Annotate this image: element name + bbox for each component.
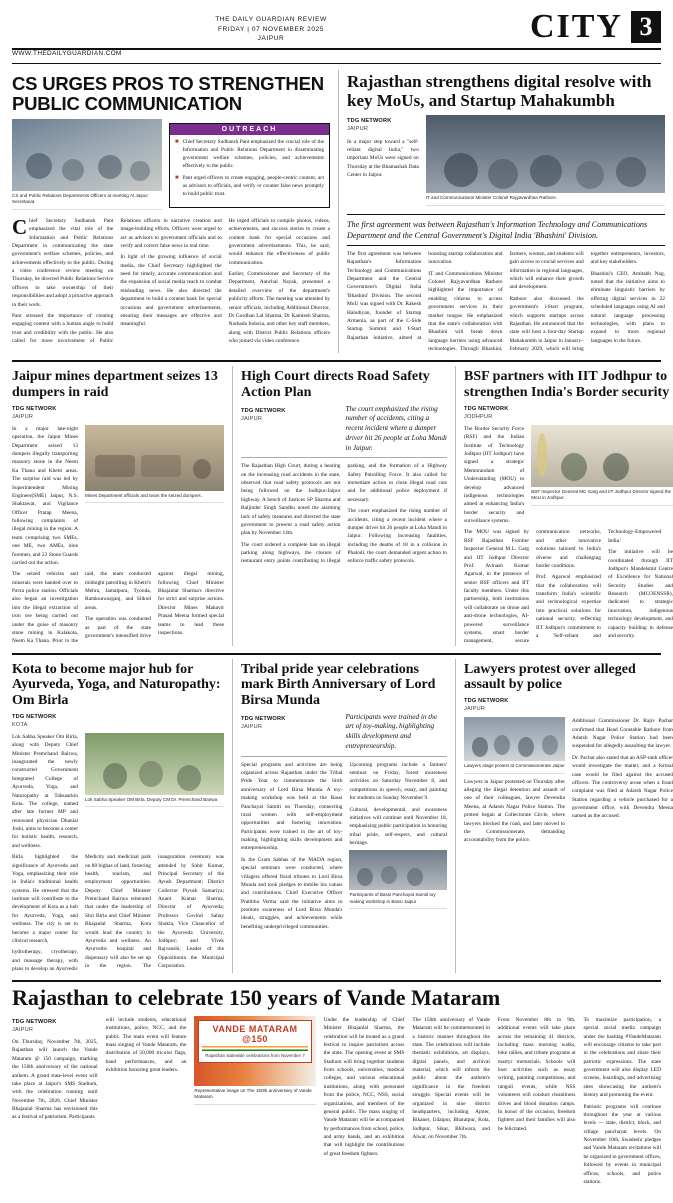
byline-place: JAIPUR: [241, 723, 263, 730]
byline-place: JAIPUR: [464, 706, 486, 713]
byline-network: TDG NETWORK: [347, 118, 392, 125]
tribal-headline: Tribal pride year celebrations mark Birth Anniversary of Lord Birsa Munda: [241, 661, 436, 709]
mines-photo: [85, 425, 224, 491]
tribal-para: Special programs and activities are being organized across Rajasthan under the Tribal Pride Year to commemorate the birth anniversary of Lord Birsa Munda. A toy-making workshop was held at the Bassi Panchayat Samiti on Thursday, connecting rural women with self-employment opportunities and fostering innovation. Participants were trained in the art of toy-making, highlighting skills development and entrepreneurship.: [241, 761, 343, 852]
masthead-date: FRIDAY | 07 NOVEMBER 2025: [217, 25, 324, 33]
outreach-bullet: [175, 139, 324, 171]
ayurveda-headline: Kota to become major hub for Ayurveda, Yoga, and Naturopathy: Om Birla: [12, 661, 221, 709]
page-number: 3: [631, 11, 661, 43]
lead-para: In light of the growing influence of social media, the Chief Secretary highlighted the need for timely, accurate communication and the expansion of social media reach to combat misleading news. He also directed the department to build a content bank for special occasions and government advertisements, ensuring their messages are effective and meaningful.: [120, 254, 222, 328]
ayurveda-para: Lok Sabha Speaker Om Birla, along with Deputy Chief Minister Premchand Bairwa, inaugurated the newly constructed Government Integrated College of Ayurveda, Yoga, and Naturopathy at Tahsaarkin Kota. The college, named after late former MP and renowned physician Dhanlal Joshi, aims to become a center for holistic health, research, and wellness.: [12, 733, 78, 849]
court-para: The Rajasthan High Court, during a hearing on the increasing road accidents in the state, observed that road safety protocols are not being followed on the Jodhpur-Jaipur highway. A bench of Justices SP Sharma and Baljinder Singh Sandhu noted the alarming lack of safety measures and directed the state government to present a road safety action plan by November 14th.: [241, 463, 341, 537]
vande-para: Patriotic programs will continue throughout the year at various levels — state, district, block, and village panchayat levels. On November 10th, Swadeshi pledges and Vande Mataram recitations will be organized in government offices, followed by events in municipal offices, schools, and police stations.: [583, 1103, 661, 1185]
tribal-story: [232, 659, 447, 974]
ayurveda-para: Birla highlighted the significance of Ayurveda and Yoga, emphasizing their role in India's traditional health systems. He stressed that the institute will contribute to the development of Kota as a hub for Ayurveda, Yoga, and wellness. The city is set to become a major center for clinical research,: [12, 854, 78, 944]
byline-network: TDG NETWORK: [241, 715, 286, 722]
lead-body: [12, 214, 330, 346]
tribal-pullquote: Participants were trained in the art of toy-making, highlighting skills development and entrepreneurship.: [345, 712, 438, 750]
court-byline: [241, 407, 339, 423]
vande-banner-sub: Rajasthan statewide celebrations from November 7: [205, 1052, 305, 1058]
masthead-paper-name: THE DAILY GUARDIAN REVIEW: [215, 15, 327, 23]
lead-para: Pant stressed the importance of creating engaging content with a human angle to build trust and credibility with the public. He also called for more involvement of Public Relations officers in narrative creation and image-building efforts. Officers were urged to act as advisors to government officials and to verify and correct false news in real time.: [12, 217, 222, 345]
digital-para: The first agreement was between Rajasthan's Information Technology and Communications Department and the Central Government's Digital India 'Bhashini' Division. The second MoU was signed with Dr. Rakesh Halodiyan, founder of Startup Armenia, as part of the C-Side Startup Summit and I-Start Rajasthan initiative, aimed at boosting startup collaboration and innovation.: [347, 250, 503, 341]
bsf-para: The MOU was signed by BSF Rajasthan Frontier Inspector General M.L. Garg and IIT Jodhpur Director Prof. Avinash Kumar Agarwal, in the presence of senior BSF officers and IIT faculty members. Under this partnership, both institutions will collaborate on drone and anti-drone technologies, AI-powered surveillance systems, smart border management, secure communication networks, and other innovative solutions tailored to India's diverse and challenging border conditions.: [464, 529, 601, 645]
mines-para: The operation was conducted as part of the state government's intensified drive against illegal mining, following Chief Minister Bhajanlal Sharma's directive for strict and surprise actions. Director Mines Mahavir Prasad Meena formed special teams to lead these inspections.: [85, 571, 224, 639]
court-pullquote: The court emphasized the rising number of accidents, citing a recent incident where a dumper driver hit 26 people at Loha Mandi in Jaipur.: [345, 404, 447, 452]
vande-banner-title: VANDE MATARAM @150: [212, 1023, 298, 1044]
digital-photo-caption: IT and Communications Minister Colonel Rajyavardhan Rathore.: [426, 193, 665, 205]
digital-para: IT and Communications Minister Colonel Rajyavardhan Rathore highlighted the importance of enabling citizens to access government services in their mother tongue. He emphasized that the state's collaboration with Bhashini will break down language barriers using advanced technologies. Through Bhashini, farmers, women, and students will gain access to crucial services and information in regional languages, which will enhance their growth and development.: [428, 250, 584, 353]
digital-para: Rathore also discussed the government's i-Start program, which supports startups across Rajasthan. He announced that the state will host a four-day Startup Mahakumbh in Jaipur in January–February 2029, which will bring together entrepreneurs, investors, and key stakeholders.: [509, 250, 665, 353]
website-url[interactable]: WWW.THEDAILYGUARDIAN.COM: [12, 50, 122, 57]
bsf-para: The initiative will be coordinated through IIT Jodhpur's Mandelsmit Centre of Excellence for National Security Studies and Research (MCOENSSR), dedicated to strategic innovation, indigenous technology development, and capacity building in defense and security.: [608, 549, 673, 639]
tribal-para: Cultural, developmental, and awareness initiatives will continue until November 18, emphasizing public participation in honoring tribal pride, self-respect, and cultural heritage.: [349, 806, 447, 846]
vande-mataram-story: [12, 986, 661, 1189]
lawyers-para: Dr. Pachar also stated that an ASP-rank officer would investigate the matter, and a formal case would be filed against the accused officers. The controversy arose when a fraud complaint was filed at Adarsh Nagar Police Station regarding a vehicle purchased for a government office, with Devendra Meena named as the accused.: [572, 754, 673, 820]
digital-body: [347, 250, 665, 354]
vande-para: Under the leadership of Chief Minister Bhajanlal Sharma, the celebration will be treated as a grand festival to inspire patriotism across the state. The opening event at SMS Stadium will bring together students from schools, universities, medical colleges, and various educational institutions, along with personnel from the police, NCC, NSS, social organizations, and members of the general public. The mass singing of Vande Mataram will be accompanied by performances from school, police, and army bands, and an exhibition that will highlight the contributions of great freedom fighters.: [323, 1016, 405, 1157]
court-para: The court emphasized the rising number of accidents, citing a recent incident where a dumper driver hit 26 people at Loha Mandi in Jaipur. Following increasing fatalities, including the deaths of 18 in a collision in Phalodi, the court demanded urgent action to enforce traffic safety protocols.: [347, 508, 447, 565]
ayurveda-byline: [12, 713, 224, 729]
bsf-story: [455, 366, 673, 645]
vande-headline: Rajasthan to celebrate 150 years of Vande Mataram: [12, 985, 501, 1011]
byline-network: TDG NETWORK: [241, 407, 286, 414]
bsf-para: Prof. Agarwal emphasized that the collaboration will transform India's scientific and technological expertise into practical solutions for national security, reflecting IIT Jodhpur's commitment to a 'Self-reliant and Technology-Empowered India.': [536, 529, 662, 639]
tribal-para: In the Gram Sabhas of the MADA region, special seminars were conducted, where villagers offered floral tributes to Lord Birsa Munda and took pledges to imbibe his values and contributions. Chief Executive Officer Pratibha Verma said the initiative aims to promote awareness of Lord Birsa Munda's ideals, struggles, and achievements while benefiting underprivileged communities.: [241, 856, 343, 930]
digital-byline: [347, 117, 419, 133]
second-block: [12, 366, 673, 645]
ayurveda-story: [12, 659, 224, 974]
court-story: [232, 366, 447, 645]
lawyers-photo-caption: Lawyers stage protest at Commissionerate Jaipur: [464, 761, 565, 773]
section-divider: [12, 653, 661, 655]
byline-place: JAIPUR: [12, 1026, 34, 1033]
byline-network: TDG NETWORK: [464, 405, 509, 412]
lawyers-photo: [464, 717, 565, 761]
top-block: [12, 70, 665, 353]
digital-story: [338, 70, 665, 353]
tribal-photo: [349, 850, 447, 890]
byline-network: TDG NETWORK: [12, 1018, 57, 1025]
byline-network: TDG NETWORK: [12, 405, 57, 412]
masthead-divider: [12, 63, 661, 64]
digital-pullquote: The first agreement was between Rajasthan's Information Technology and Communications Department and the Central Government's Digital India 'Bhashini' Division.: [347, 214, 665, 246]
lawyers-byline: [464, 697, 673, 713]
ayurveda-photo-caption: Lok Sabha Speaker OM Birla, Deputy CM Dr. Premchand Bairwa: [85, 795, 224, 807]
byline-network: TDG NETWORK: [464, 698, 509, 705]
lead-para: He urged officials to compile photos, videos, achievements, and success stories to create a content bank for special occasions and government advertisements. This, he said, would enhance the effectiveness of public communication.: [228, 217, 330, 266]
section-title: CITY: [529, 8, 623, 45]
vande-photo: [194, 1016, 315, 1086]
bullet-square-icon: ■: [175, 174, 179, 181]
byline-place: JODHPUR: [464, 413, 493, 420]
bsf-body: [464, 528, 673, 645]
outreach-box: [169, 123, 330, 208]
lead-headline: CS URGES PROS TO STRENGTHEN PUBLIC COMMUNICATION: [12, 73, 324, 114]
outreach-bullet-text: Pant urged officers to create engaging, people-centric content, act as advisors to officials, and verify or counter false news promptly to build public trust.: [182, 174, 324, 197]
lead-para: Earlier, Commissioner and Secretary of the Department, Aanchal Nayak, presented a detailed overview of the department's publicity efforts. The meeting was attended by senior officials, including Additional Director, Dr Gordhan Lal Sharma, Dr Kamlesh Sharma, Narbada Indoria, and other key staff members, along with District Public Relations officers who joined via video conference.: [228, 271, 330, 345]
masthead: [12, 10, 661, 50]
lawyers-story: [455, 659, 673, 974]
third-block: [12, 659, 673, 974]
lead-photo-caption: CS and Public Relations Departments Officers at meeting At Jaipur Secretariat.: [12, 191, 162, 210]
mines-photo-caption: Mines Department officials and team the seized dumpers .: [85, 491, 224, 503]
court-headline: High Court directs Road Safety Action Plan: [241, 369, 430, 401]
ayurveda-para: hydrotherapy, cryotherapy, and massage therapy, with plans to develop an Ayurvedic Medicity and medicinal park on 80 bighas of land, fostering health, tourism, and employment opportunities. Deputy Chief Minister Premchand Bairwa reiterated that under the leadership of Shri Birla and Chief Minister Bhajanlal Sharma, Kota would lead the country in Ayurveda and wellness. An Ayurvedic hospital and dispensary will also be set up in the region. The inauguration ceremony was attended by Subir Kumar, Principal Secretary of the Ayush Department; District Collector Piyush Samariya; Anant Kumar Sharma, Director of Ayurveda; Professor Govind Sahay Shukla, Vice Chancellor of the Ayurveda University, Jodhpur; and Vivek Rajvanshi, Leader of the Oppositionin the Municipal Corporation.: [12, 854, 224, 973]
mines-para: The seized vehicles and minerals were handed over to Pavta police station. Officials also began an investigation into the illegal extraction of iron ore being carried out under the guise of masonry stone mining in Kalakota, Neem Ka Thana. Prior to the raid, the team conducted midnight patrolling in Khetri's Mehra, Jamalpura, Tyonda, Ramkunwarganj, and Silkod areas.: [12, 571, 151, 645]
court-para: The court ordered a complete ban on illegal parking along highways, the closure of restaurant entry points contributing to illegal parking, and the formation of a Highway Safety Patrolling Force. It also called for immediate action to close illegal road cuts and for additional police deployment if necessary.: [241, 463, 447, 565]
digital-intro: In a major step toward a "self-reliant digital India," two important MoUs were signed on Thursday at the Bhamashah Data Center in Jaipur.: [347, 138, 419, 179]
bsf-headline: BSF partners with IIT Jodhpur to strengthen India's Border security: [464, 369, 670, 401]
mines-headline: Jaipur mines department seizes 13 dumpers in raid: [12, 369, 218, 401]
section-divider: [12, 980, 661, 982]
mines-para: In a major late-night operation, the Jaipur Mines Department seized 13 dumpers illegally transporting masonry stone in the Neem Ka Thana and Khetri areas. The surprise raid was led by Superintendent Mining Engineer(SME) Jaipur, N.S. Shaktawat, and Vigilance Officer Pratap Meena, following complaints of illegal mining in the region. A team comprising two SMEs, one ME, two AMEs, nine foremen, and 23 Stone Guards carried out the action.: [12, 425, 78, 566]
vande-para: On Thursday, November 7th, 2025, Rajasthan will launch the Vande Mataram @ 150 campaign, marking the 150th anniversary of the national anthem. A grand state-level event will take place at Jaipur's SMS Stadium, with the celebration running until November 7th, 2026. Chief Minister Bhajanlal Sharma has envisioned this as a festival of patriotism. Participants: [12, 1039, 98, 1121]
bullet-square-icon: ■: [175, 138, 179, 145]
mines-byline: [12, 405, 224, 421]
byline-network: TDG NETWORK: [12, 713, 57, 720]
tribal-para: Upcoming programs include a farmers' seminar on Friday, forest awareness activities on Saturday November 8, and competitions in speech, essay, and painting for students on Sunday November 9.: [349, 761, 447, 802]
bsf-photo: [531, 425, 673, 487]
byline-place: JAIPUR: [12, 413, 34, 420]
vande-para: will include students, educational institutions, police, NCC, and the public. The main event will feature mass singing of Vande Mataram, the distribution of 50,000 tricolor flags, band performances, and an exhibition honoring great leaders.: [105, 1016, 187, 1074]
vande-photo-caption: Representative image on The 150th anniversary of Vande Mataram.: [194, 1086, 315, 1105]
lawyers-headline: Lawyers protest over alleged assault by police: [464, 661, 636, 693]
mines-body: [12, 570, 224, 645]
outreach-title: OUTREACH: [170, 124, 329, 135]
lawyers-para: Additional Commissioner Dr. Rajiv Pachar confirmed that Head Constable Rathore from Adarsh Nagar Police Station had been suspended for allegedly assaulting the lawyer.: [572, 718, 673, 750]
byline-place: JAIPUR: [241, 415, 263, 422]
tribal-byline: [241, 715, 339, 731]
vande-para: From November 8th to 9th, additional events will take place across the remaining 41 districts, including mass morning walks, bike rallies, and tribute programs at martyr memorials. Schools will host activities such as essay writing, painting competitions, and rangoli events, while NSS volunteers will conduct cleanliness drives and blood donation camps. In honor of the occasion, freedom fighters and their families will also be felicitated.: [497, 1016, 576, 1132]
lawyers-para: Lawyers in Jaipur protested on Thursday after alleging the illegal detention and assault of one of their colleagues, lawyer Devendra Meena, at Adarsh Nagar Police Station. The protest began at Collectorate Circle, where lawyers blocked the road, and later moved to the Commissionerate, demanding accountability from the police.: [464, 778, 565, 844]
digital-para: Bhashini's CEO, Amitabh Nag, noted that the initiative aims to eliminate linguistic barriers by offering digital services in 22 scheduled languages using AI and natural language processing technologies, with plans to expand to more regional languages in the future.: [590, 270, 665, 344]
bsf-photo-caption: BSF Inspector General MC Garg and IIT Jodhpur Director signed the MoU in Jodhpur.: [531, 487, 673, 506]
mines-story: [12, 366, 224, 645]
masthead-dateline: [215, 15, 327, 44]
digital-headline: Rajasthan strengthens digital resolve with key MoUs, and Startup Mahakumbh: [347, 72, 652, 110]
bsf-byline: [464, 405, 673, 421]
byline-place: JAIPUR: [347, 126, 369, 133]
bsf-para: The Border Security Force (BSF) and the Indian Institute of Technology Jodhpur (IIT Jodhpur) have signed a strategic Memorandum of Understanding (MOU) to develop advanced indigenous technologies aimed at enhancing India's border security and surveillance systems.: [464, 425, 525, 525]
outreach-bullet: [175, 175, 324, 199]
vande-byline: [12, 1018, 98, 1034]
lead-para: Chief Secretary Sudhansh Pant emphasized the vital role of the Information and Public Relations Department in communicating the state government's welfare schemes, policies, and achievements effectively to the public. During a video conference review meeting on Thursday, he directed Public Relations Service officers to take ownership of their responsibilities and adopt a proactive approach in their work.: [12, 214, 114, 308]
lead-story: [12, 70, 330, 353]
outreach-bullet-text: Chief Secretary Sudhansh Pant emphasized the crucial role of the Information and Public Relations Department in disseminating government welfare schemes, policies, and achievements effectively to the public.: [182, 138, 324, 169]
lead-photo: [12, 119, 162, 191]
digital-photo: [426, 115, 665, 193]
tribal-photo-caption: Participants of Bassi Panchayat Samiti toy making workshop in Bassi Jaipur: [349, 890, 447, 909]
vande-para: The 150th anniversary of Vande Mataram will be commemorated in a historic manner throughout the state. The celebrations will include thematic exhibitions, art displays, digital panels, and archival material, which will inform the public about the anthem's significance in the freedom struggle. Special events will be organized in nine district headquarters, including Ajmer, Bikaner, Udaipur, Bharatpur, Kota, Jodhpur, Sikar, Bhilwara, and Alwar, on November 7th.: [412, 1016, 490, 1141]
section-divider: [12, 360, 661, 362]
ayurveda-body: [12, 853, 224, 973]
masthead-city: JAIPUR: [257, 35, 285, 43]
ayurveda-photo: [85, 733, 224, 795]
vande-para: To maximize participation, a special social media campaign under the hashtag #VandeMataram will encourage citizens to take part in the celebrations and share their patriotic expressions. The state government will also display LED screens, hoardings, and advertising sites showcasing the anthem's history and promoting the event.: [583, 1016, 661, 1099]
court-body: [241, 462, 447, 567]
byline-place: KOTA: [12, 721, 28, 728]
masthead-right: [530, 10, 661, 44]
